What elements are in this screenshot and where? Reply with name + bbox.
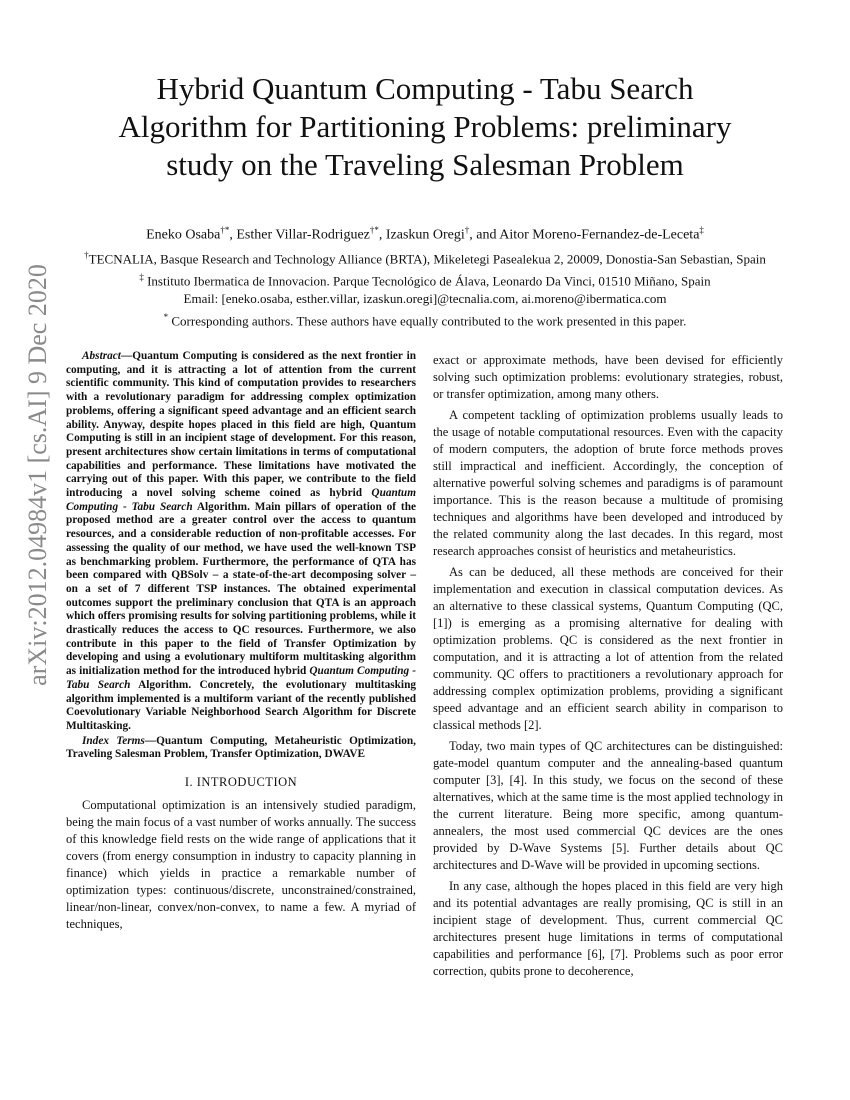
body-paragraph: In any case, although the hopes placed in this field are very high and its potential advantages are really promising, QC is still in an incipient stage of development. Thus, current commercial QC architectures present huge limitations in terms of computational capabilities and performance [6], [7]. Problems such as poor error correction, qubits prone to decoherence, — [433, 879, 783, 978]
affiliation-text: Instituto Ibermatica de Innovacion. Parque Tecnológico de Álava, Leonardo Da Vinci, 01510 Miñano, Spain — [143, 273, 711, 289]
corresponding-text: Corresponding authors. These authors have equally contributed to the work presented in this paper. — [168, 313, 687, 329]
left-column — [66, 350, 416, 936]
body-paragraph: Computational optimization is an intensively studied paradigm, being the main focus of a vast number of works annually. The success of this knowledge field rests on the wide range of applications that it covers (from energy consumption in industry to capacity planning in finance) which yields in practice a remarkable number of optimization types: continuous/discrete, unconstrained/constrained, linear/non-linear, convex/non-convex, to name a few. A myriad of techniques, — [66, 798, 416, 932]
abstract-emphasis: Quantum Computing - Tabu Search — [66, 665, 416, 691]
body-paragraph: As can be deduced, all these methods are conceived for their implementation and execution in classical computation devices. As an alternative to these classical systems, Quantum Computing (QC, [1]) is emerging as a promising alternative for dealing with optimization problems. QC is considered as the next frontier in computation, and it is attracting a lot of attention from the related community. QC offers to practitioners a revolutionary approach for addressing complex optimization problems, providing a significant speed advantage and an efficient search ability in comparison to classical methods [2]. — [433, 565, 783, 732]
author-name: Eneko Osaba — [146, 227, 221, 243]
body-paragraph: exact or approximate methods, have been devised for efficiently solving such optimization problems: evolutionary strategies, robust, or transfer optimization, among many others. — [433, 353, 783, 401]
author-mark: †* — [220, 225, 230, 235]
abstract-text: Algorithm. Concretely, the evolutionary multitasking algorithm implemented is a multiform variant of the recently published Coevolutionary Variable Neighborhood Search Algorithm for Discrete Multitasking. — [66, 678, 417, 732]
author-name: , and Aitor Moreno-Fernandez-de-Leceta — [469, 227, 700, 243]
affiliation-mark: † — [84, 249, 89, 260]
abstract-text: Algorithm. Main pillars of operation of the proposed method are a greater control over the access to quantum resources, and a considerable reduction of non-profitable accesses. For assessing the quality of our method, we have used the well-known TSP as benchmarking problem. Furthermore, the performance of QTA has been compared with QBSolv – a state-of-the-art decomposing solver – on a set of 7 different TSP instances. The obtained experimental outcomes support the preliminary conclusion that QTA is an approach which offers promising results for solving partitioning problems, while it drastically reduces the access to QC resources. Furthermore, we also contribute in this paper to the field of Transfer Optimization by developing and using a evolutionary multiform multitasking algorithm as initialization method for the introduced hybrid — [66, 500, 416, 678]
abstract — [66, 350, 416, 734]
affiliation-tecnalia — [40, 246, 810, 268]
section-heading: I. INTRODUCTION — [184, 775, 298, 790]
affiliation-ibermatica — [40, 268, 810, 290]
affiliation-text: TECNALIA, Basque Research and Technology Alliance (BRTA), Mikeletegi Pasealekua 2, 20009, Donostia-San Sebastian, Spain — [88, 250, 766, 266]
abstract-emphasis: Quantum Computing - Tabu Search — [66, 487, 416, 513]
arxiv-identifier-text: arXiv:2012.04984v1 [cs.AI] 9 Dec 2020 — [23, 264, 52, 686]
index-terms-text: —Quantum Computing, Metaheuristic Optimization, Traveling Salesman Problem, Transfer Optimization, DWAVE — [66, 734, 416, 761]
author-name: , Esther Villar-Rodriguez — [229, 227, 370, 243]
author-mark: ‡ — [699, 225, 704, 235]
title-line: Hybrid Quantum Computing - Tabu Search — [156, 71, 694, 106]
author-emails: Email: [eneko.osaba, esther.villar, izaskun.oregi]@tecnalia.com, ai.moreno@ibermatica.com — [183, 291, 667, 307]
author-name: , Izaskun Oregi — [378, 227, 465, 243]
title-line: study on the Traveling Salesman Problem — [166, 147, 684, 182]
corresponding-mark: * — [163, 312, 169, 323]
author-block — [40, 220, 810, 331]
author-mark: †* — [369, 225, 379, 235]
abstract-label: Abstract — [82, 350, 121, 362]
index-terms-label: Index Terms — [82, 734, 145, 747]
body-paragraph: A competent tackling of optimization problems usually leads to the usage of notable computational resources. Even with the capacity of modern computers, the adoption of brute force methods proves still impractical and inefficient. Accordingly, the conception of alternative powerful solving schemes and paradigms is of paramount importance. This is the reason because a multitude of promising techniques and algorithms have been developed and introduced by the related community along the last decades. In this regard, most research approaches consist of heuristics and metaheuristics. — [433, 408, 783, 558]
author-mark: † — [464, 225, 470, 235]
corresponding-note — [40, 308, 810, 330]
arxiv-identifier — [8, 264, 68, 686]
title-line: Algorithm for Partitioning Problems: preliminary — [118, 109, 732, 144]
body-paragraph: Today, two main types of QC architectures can be distinguished: gate-model quantum computer and the annealing-based quantum computer [3], [4]. In this study, we focus on the second of these alternatives, which at the same time is the most applied technology in the current literature. Being more specific, among quantum-annealers, the most used commercial QC devices are the ones provided by D-Wave Systems [5]. Further details about QC architectures and D-Wave will be provided in upcoming sections. — [433, 739, 783, 872]
paper-title — [60, 70, 790, 184]
author-list — [40, 220, 810, 246]
index-terms — [66, 735, 416, 762]
abstract-text: —Quantum Computing is considered as the next frontier in computing, and it is attracting a lot of attention from the current scientific community. This kind of computation provides to researchers with a revolutionary paradigm for addressing complex optimization problems, offering a significant speed advantage and an efficient search ability. Anyway, despite hopes placed in this field are high, Quantum Computing is still in an incipient stage of development. For this reason, present architectures show certain limitations in terms of computational capabilities and performance. These limitations have motivated the carrying out of this paper. With this paper, we contribute to the field introducing a novel solving scheme coined as hybrid — [66, 350, 416, 500]
right-column — [433, 352, 783, 984]
affiliation-mark: ‡ — [139, 271, 144, 282]
